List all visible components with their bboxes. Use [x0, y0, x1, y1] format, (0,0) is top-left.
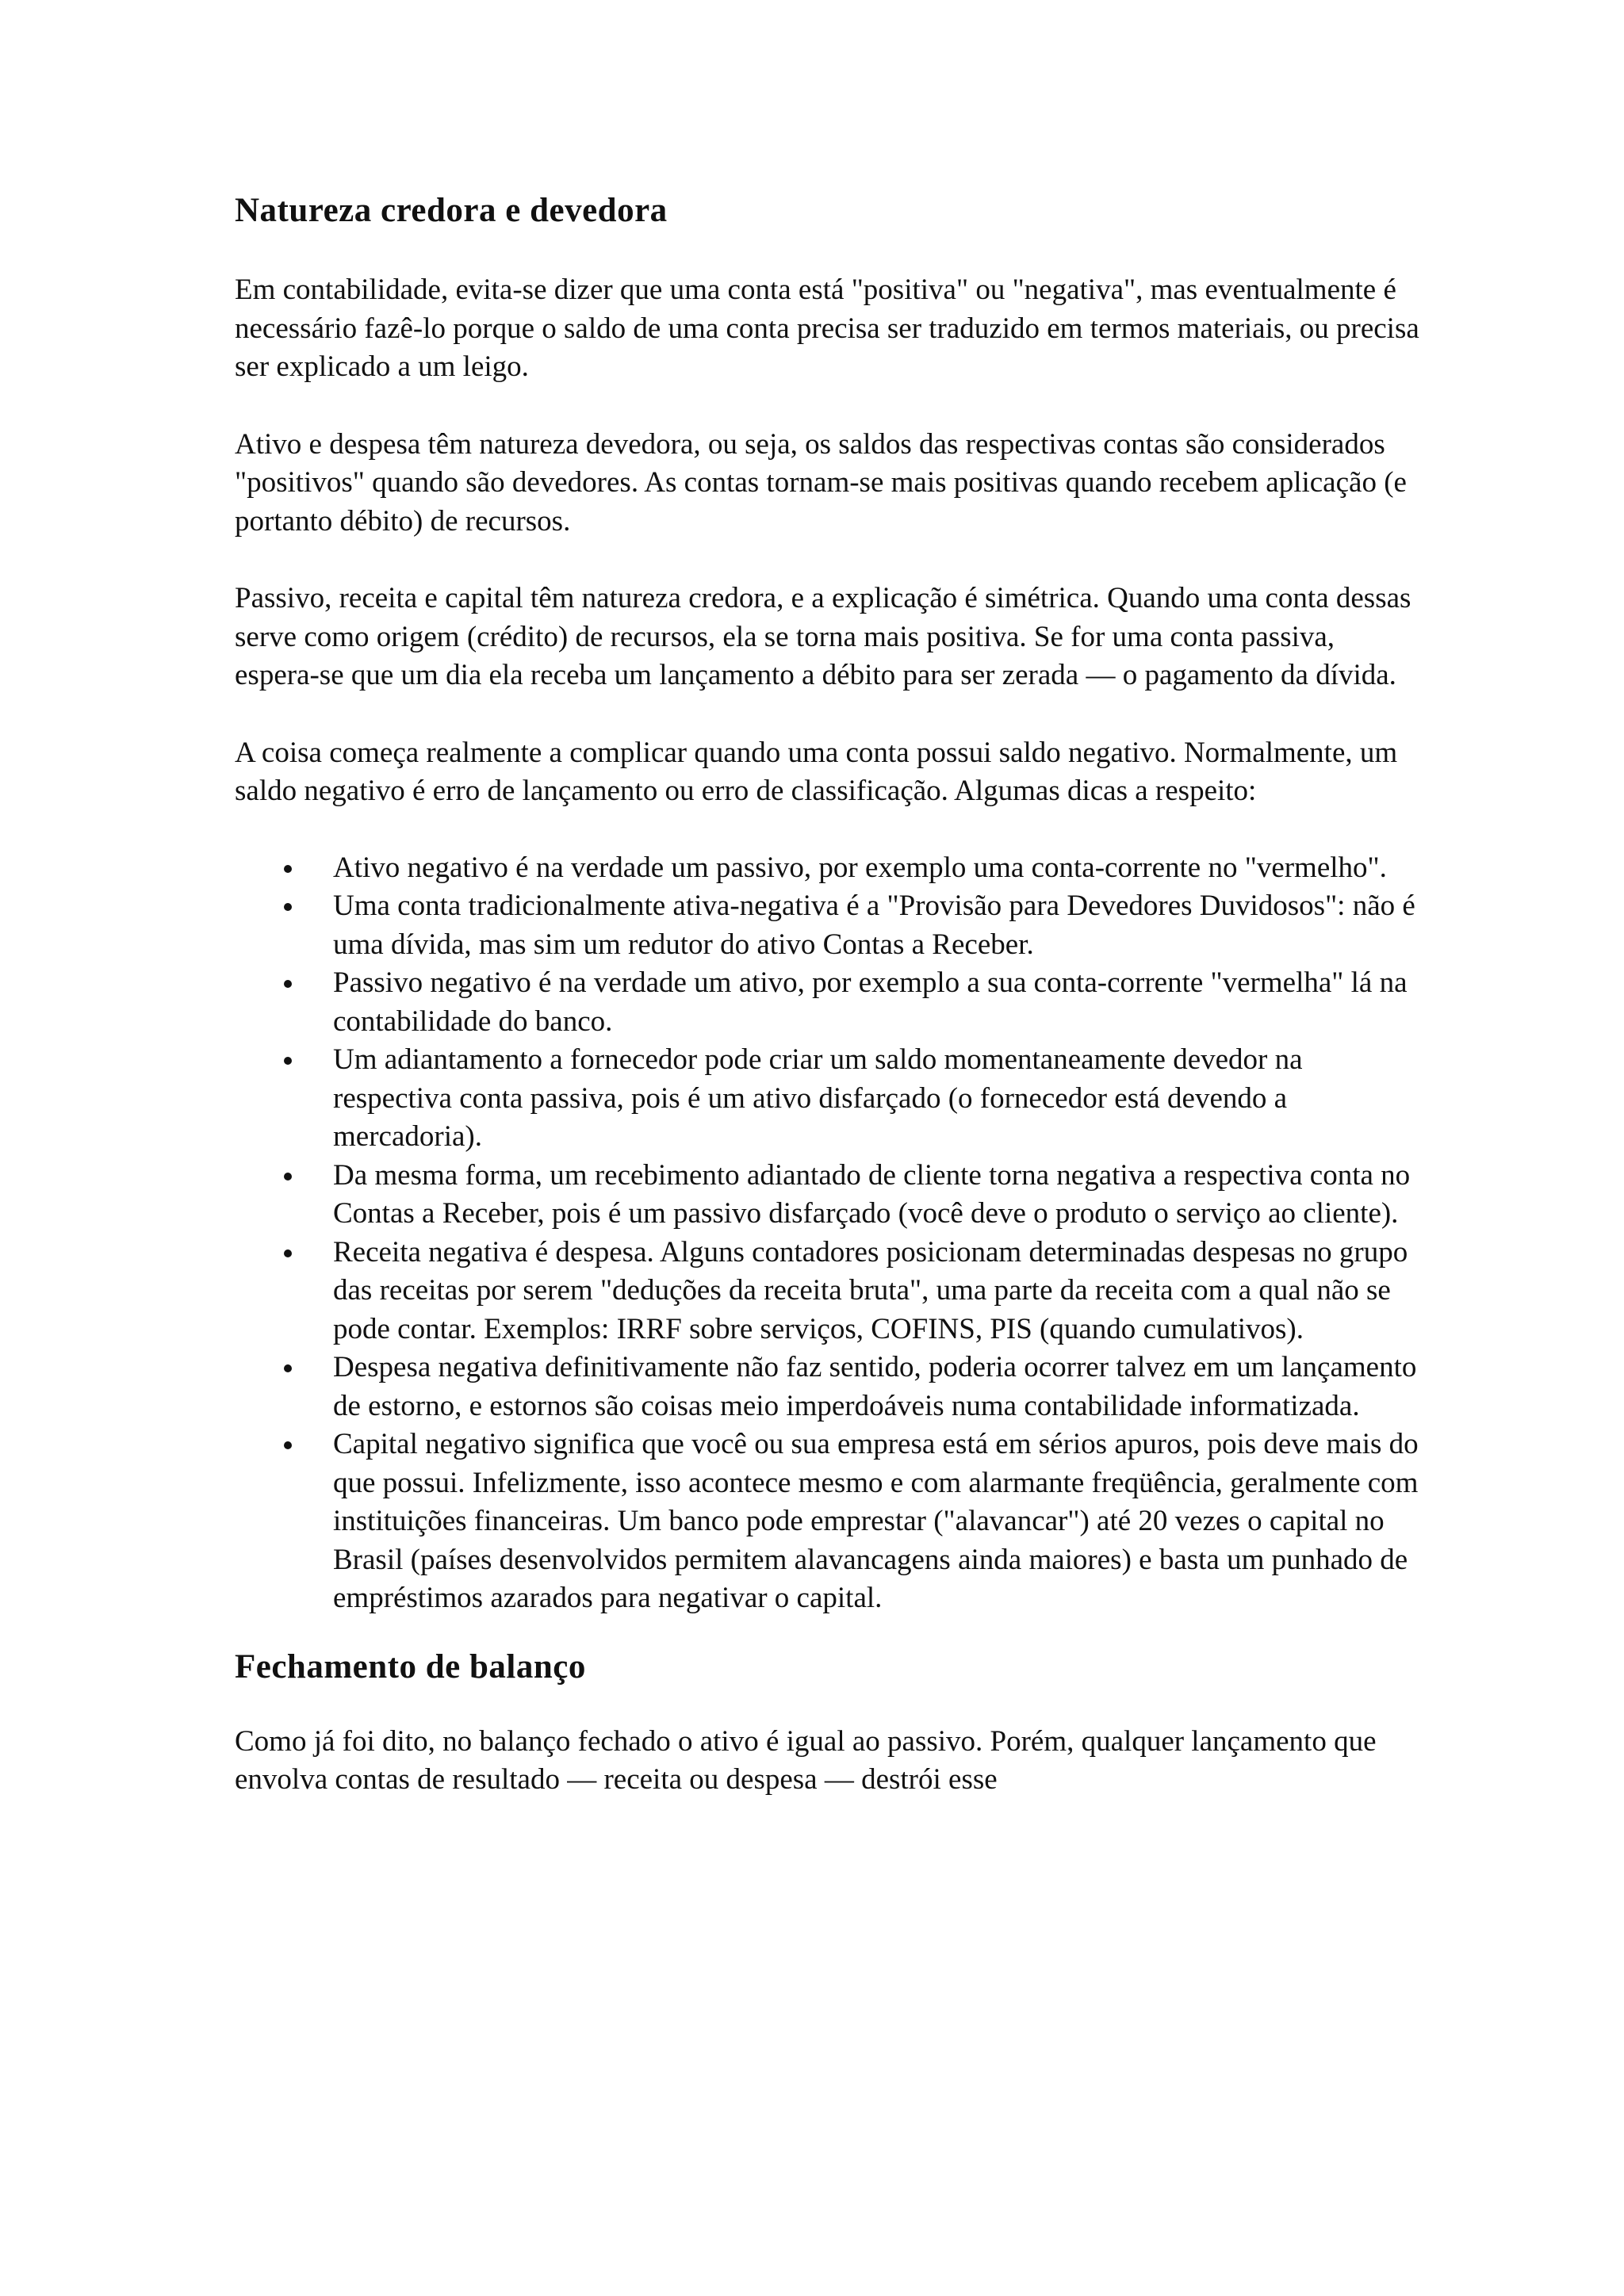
list-item	[235, 1425, 1424, 1618]
list-item	[235, 887, 1424, 964]
paragraph-saldo-negativo: A coisa começa realmente a complicar quando uma conta possui saldo negativo. Normalmente, um saldo negativo é erro de lançamento ou erro de classificação. Algumas dicas a respeito:	[235, 736, 1398, 807]
list-item-text: Capital negativo significa que você ou sua empresa está em sérios apuros, pois deve mais do que possui. Infelizmente, isso acontece mesmo e com alarmante freqüência, geralmente com instituições financeiras. Um banco pode emprestar ("alavancar") até 20 vezes o capital no Brasil (países desenvolvidos permitem alavancagens ainda maiores) e basta um punhado de empréstimos azarados para negativar o capital.	[333, 1428, 1419, 1614]
document-page	[235, 190, 1424, 1800]
bullet-icon	[284, 1364, 292, 1372]
bullet-icon	[284, 1441, 292, 1449]
list-item	[235, 1041, 1424, 1157]
list-item-text: Receita negativa é despesa. Alguns contadores posicionam determinadas despesas no grupo das receitas por serem "deduções da receita bruta", uma parte da receita com a qual não se pode contar. Exemplos: IRRF sobre serviços, COFINS, PIS (quando cumulativos).	[333, 1235, 1408, 1345]
list-item	[235, 1349, 1424, 1425]
list-item	[235, 849, 1424, 888]
bullet-icon	[284, 980, 292, 988]
list-item-text: Uma conta tradicionalmente ativa-negativa é a "Provisão para Devedores Duvidosos": não é uma dívida, mas sim um redutor do ativo Contas a Receber.	[333, 890, 1415, 961]
list-item	[235, 1234, 1424, 1349]
list-item-text: Despesa negativa definitivamente não faz sentido, poderia ocorrer talvez em um lançamento de estorno, e estornos são coisas meio imperdoáveis numa contabilidade informatizada.	[333, 1351, 1417, 1422]
list-item-text: Da mesma forma, um recebimento adiantado de cliente torna negativa a respectiva conta no Contas a Receber, pois é um passivo disfarçado (você deve o produto o serviço ao cliente).	[333, 1158, 1411, 1230]
bullet-icon	[284, 1173, 292, 1181]
list-item	[235, 964, 1424, 1041]
bullet-icon	[284, 865, 292, 873]
section-heading-natureza: Natureza credora e devedora	[235, 192, 668, 229]
list-item-text: Um adiantamento a fornecedor pode criar um saldo momentaneamente devedor na respectiva conta passiva, pois é um ativo disfarçado (o fornecedor está devendo a mercadoria).	[333, 1043, 1303, 1153]
section-heading-fechamento: Fechamento de balanço	[235, 1647, 586, 1686]
list-item-text: Passivo negativo é na verdade um ativo, por exemplo a sua conta-corrente "vermelha" lá na contabilidade do banco.	[333, 966, 1408, 1038]
bullet-icon	[284, 1057, 292, 1065]
paragraph-passivo-receita: Passivo, receita e capital têm natureza credora, e a explicação é simétrica. Quando uma conta dessas serve como origem (crédito) de recursos, ela se torna mais positiva. Se for uma conta passiva, espera-se que um dia ela receba um lançamento a débito para ser zerada — o pagamento da dívida.	[235, 582, 1411, 691]
paragraph-fechamento: Como já foi dito, no balanço fechado o ativo é igual ao passivo. Porém, qualquer lançamento que envolva contas de resultado — receita ou despesa — destrói esse	[235, 1724, 1377, 1796]
paragraph-ativo-despesa: Ativo e despesa têm natureza devedora, ou seja, os saldos das respectivas contas são considerados "positivos" quando são devedores. As contas tornam-se mais positivas quando recebem aplicação (e portanto débito) de recursos.	[235, 427, 1407, 538]
list-item-text: Ativo negativo é na verdade um passivo, por exemplo uma conta-corrente no "vermelho".	[333, 851, 1387, 884]
paragraph-intro: Em contabilidade, evita-se dizer que uma conta está "positiva" ou "negativa", mas eventualmente é necessário fazê-lo porque o saldo de uma conta precisa ser traduzido em termos materiais, ou precisa ser explicado a um leigo.	[235, 274, 1419, 383]
bullet-icon	[284, 903, 292, 911]
bullet-icon	[284, 1249, 292, 1257]
tips-list	[235, 849, 1424, 1618]
list-item	[235, 1157, 1424, 1234]
